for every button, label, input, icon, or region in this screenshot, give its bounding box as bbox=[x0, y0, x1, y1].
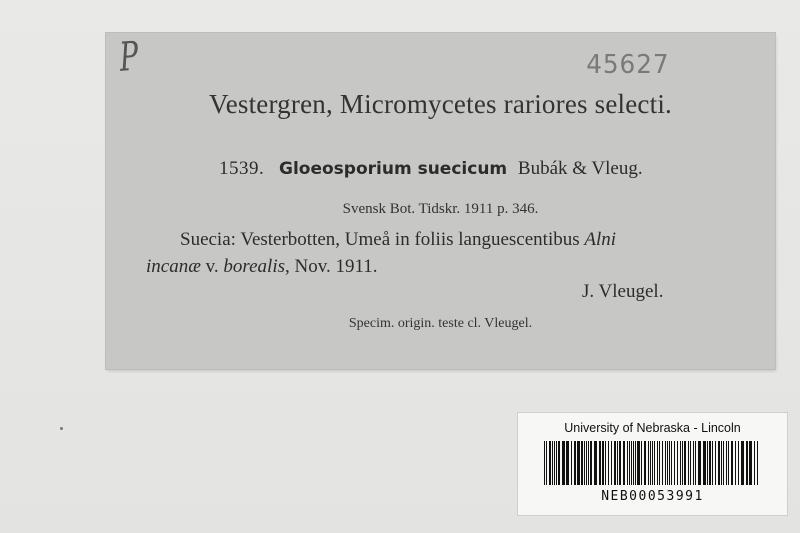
barcode-bar bbox=[723, 441, 724, 485]
barcode-bar bbox=[738, 441, 739, 485]
barcode-label bbox=[517, 412, 788, 516]
barcode-bar bbox=[590, 441, 592, 485]
handwritten-mark: P bbox=[118, 33, 141, 81]
barcode-bar bbox=[608, 441, 609, 485]
barcode-bar bbox=[629, 441, 630, 485]
barcode-bar bbox=[577, 441, 580, 485]
barcode-bar bbox=[614, 441, 616, 485]
barcode-bar bbox=[594, 441, 597, 485]
barcode-bar bbox=[695, 441, 696, 485]
host-genus: Alni bbox=[584, 229, 617, 250]
barcode-bar bbox=[726, 441, 727, 485]
barcode-bar bbox=[709, 441, 711, 485]
barcode-bar bbox=[641, 441, 642, 485]
barcode-bar bbox=[627, 441, 628, 485]
barcode-bar bbox=[662, 441, 663, 485]
barcode-bar bbox=[633, 441, 634, 485]
barcode-bar bbox=[544, 441, 545, 485]
barcode-bar bbox=[623, 441, 625, 485]
barcode-bar bbox=[644, 441, 646, 485]
institution-name: University of Nebraska - Lincoln bbox=[564, 421, 741, 435]
barcode-bar bbox=[754, 441, 755, 485]
locality-text: Suecia: Vesterbotten, Umeå in foliis languescentibus bbox=[180, 229, 580, 250]
barcode-bar bbox=[728, 441, 729, 485]
barcode-bar bbox=[665, 441, 666, 485]
barcode-bar bbox=[611, 441, 612, 485]
barcode-bar bbox=[657, 441, 658, 485]
barcode-bar bbox=[631, 441, 632, 485]
barcode-bar bbox=[684, 441, 686, 485]
specimen-note: Specim. origin. teste cl. Vleugel. bbox=[348, 316, 533, 331]
barcode-bar bbox=[667, 441, 668, 485]
barcode-bar bbox=[718, 441, 720, 485]
exsiccata-number: 1539. bbox=[219, 158, 265, 179]
barcode-bar bbox=[654, 441, 655, 485]
barcode-bar bbox=[671, 441, 672, 485]
barcode-bar bbox=[556, 441, 557, 485]
barcode-bar bbox=[749, 441, 752, 485]
barcode-image bbox=[544, 441, 762, 485]
specimen-label bbox=[106, 33, 775, 369]
barcode-bar bbox=[574, 441, 576, 485]
barcode-bar bbox=[682, 441, 683, 485]
species-author: Bubák & Vleug. bbox=[517, 158, 643, 179]
barcode-bar bbox=[698, 441, 701, 485]
locality-line-2 bbox=[146, 256, 378, 278]
barcode-bar bbox=[554, 441, 555, 485]
barcode-bar bbox=[558, 441, 560, 485]
barcode-bar bbox=[617, 441, 618, 485]
literature-reference: Svensk Bot. Tidskr. 1911 p. 346. bbox=[342, 201, 539, 217]
variety-abbrev: v. bbox=[205, 256, 219, 277]
barcode-bar bbox=[721, 441, 722, 485]
barcode-bar bbox=[588, 441, 589, 485]
barcode-bar bbox=[637, 441, 640, 485]
barcode-bar bbox=[635, 441, 636, 485]
barcode-bar bbox=[680, 441, 681, 485]
barcode-bar bbox=[650, 441, 651, 485]
paper-speck bbox=[60, 427, 63, 430]
barcode-bar bbox=[546, 441, 547, 485]
barcode-bar bbox=[648, 441, 649, 485]
barcode-bar bbox=[571, 441, 572, 485]
barcode-bar bbox=[674, 441, 675, 485]
barcode-number: NEB00053991 bbox=[601, 489, 704, 504]
barcode-bar bbox=[584, 441, 585, 485]
barcode-bar bbox=[712, 441, 713, 485]
barcode-bar bbox=[677, 441, 678, 485]
barcode-bar bbox=[599, 441, 601, 485]
barcode-bar bbox=[746, 441, 748, 485]
barcode-bar bbox=[602, 441, 604, 485]
barcode-bar bbox=[562, 441, 565, 485]
barcode-bar bbox=[586, 441, 587, 485]
barcode-bar bbox=[669, 441, 670, 485]
barcode-bar bbox=[652, 441, 653, 485]
collection-date: Nov. 1911. bbox=[294, 256, 378, 277]
species-name: Gloeosporium suecicum bbox=[279, 159, 508, 179]
locality-line-1 bbox=[180, 229, 616, 251]
barcode-bar bbox=[605, 441, 606, 485]
species-line bbox=[219, 158, 643, 180]
series-title: Vestergren, Micromycetes rariores selecti. bbox=[209, 89, 672, 119]
barcode-bar bbox=[757, 441, 758, 485]
handwritten-accession-number: 45627 bbox=[586, 50, 670, 80]
barcode-bar bbox=[552, 441, 553, 485]
barcode-bar bbox=[693, 441, 694, 485]
host-variety: borealis, bbox=[223, 256, 290, 277]
barcode-bar bbox=[715, 441, 716, 485]
barcode-bar bbox=[659, 441, 660, 485]
barcode-bar bbox=[549, 441, 551, 485]
barcode-bar bbox=[581, 441, 583, 485]
barcode-bar bbox=[619, 441, 621, 485]
barcode-bar bbox=[703, 441, 706, 485]
barcode-bar bbox=[566, 441, 569, 485]
barcode-bar bbox=[731, 441, 733, 485]
host-species: incanæ bbox=[146, 256, 201, 277]
barcode-bar bbox=[735, 441, 736, 485]
barcode-bar bbox=[707, 441, 708, 485]
barcode-bar bbox=[690, 441, 691, 485]
collector-name: J. Vleugel. bbox=[582, 281, 664, 302]
barcode-bar bbox=[741, 441, 744, 485]
barcode-bar bbox=[688, 441, 689, 485]
